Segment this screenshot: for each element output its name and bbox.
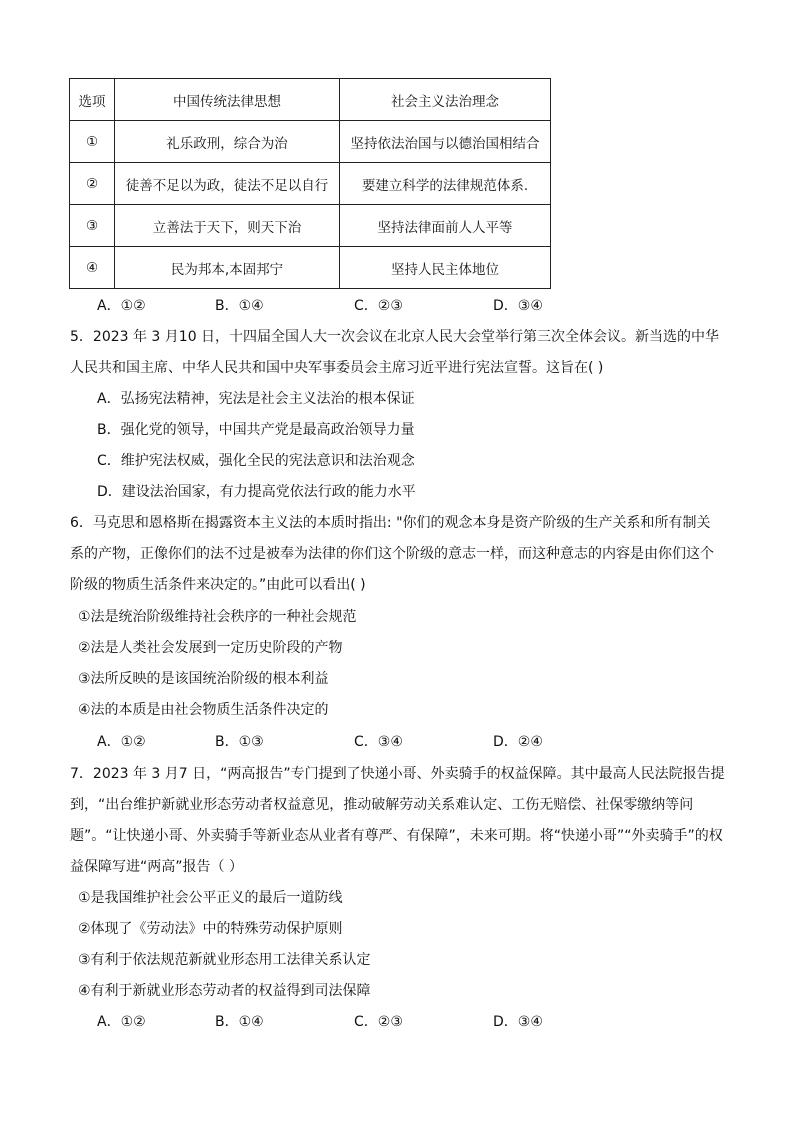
option-a[interactable]: A．①②	[97, 298, 146, 314]
q7-item: ②体现了《劳动法》中的特殊劳动保护原则	[78, 921, 343, 937]
table-cell-marker: ④	[70, 247, 115, 289]
comparison-table	[69, 78, 551, 289]
q6-stem-line: 阶级的物质生活条件来决定的。”由此可以看出( )	[70, 577, 366, 593]
option-b[interactable]: B．①③	[215, 734, 264, 750]
option-c[interactable]: C．②③	[354, 298, 403, 314]
q7-item: ④有利于新就业形态劳动者的权益得到司法保障	[78, 983, 371, 999]
header-cell-option: 选项	[70, 79, 115, 121]
option-a[interactable]: A．①②	[97, 734, 146, 750]
option-d[interactable]: D．③④	[493, 1014, 543, 1030]
table-header-row	[70, 79, 551, 121]
table-cell: 坚持法律面前人人平等	[340, 205, 551, 247]
q5-option-b[interactable]: B．强化党的领导，中国共产党是最高政治领导力量	[97, 422, 415, 438]
q7-item: ①是我国维护社会公平正义的最后一道防线	[78, 890, 343, 906]
option-b[interactable]: B．①④	[215, 298, 264, 314]
table-row	[70, 247, 551, 289]
option-d[interactable]: D．③④	[493, 298, 543, 314]
table-cell-marker: ①	[70, 121, 115, 163]
option-d[interactable]: D．②④	[493, 734, 543, 750]
header-cell-socialist: 社会主义法治理念	[340, 79, 551, 121]
q5-option-a[interactable]: A．弘扬宪法精神，宪法是社会主义法治的根本保证	[97, 391, 415, 407]
table-cell: 坚持人民主体地位	[340, 247, 551, 289]
q7-stem-line: 7．2023 年 3 月7 日，“两高报告”专门提到了快递小哥、外卖骑手的权益保障。其中最高人民法院报告提	[70, 766, 725, 782]
table-cell-marker: ③	[70, 205, 115, 247]
q7-stem-line: 益保障写进“两高”报告（ ）	[70, 859, 243, 875]
q7-stem-line: 题”。“让快递小哥、外卖骑手等新业态从业者有尊严、有保障”，未来可期。将“快递小哥”“外卖骑手”的权	[70, 828, 723, 844]
q5-option-c[interactable]: C．维护宪法权威，强化全民的宪法意识和法治观念	[97, 453, 415, 469]
q6-item: ②法是人类社会发展到一定历史阶段的产物	[78, 640, 343, 656]
q5-stem-line: 5．2023 年 3 月10 日，十四届全国人大一次会议在北京人民大会堂举行第三次全体会议。新当选的中华	[70, 329, 720, 345]
table-row	[70, 205, 551, 247]
table-cell: 要建立科学的法律规范体系.	[340, 163, 551, 205]
table-cell: 民为邦本,本固邦宁	[115, 247, 340, 289]
q6-item: ①法是统治阶级维持社会秩序的一种社会规范	[78, 609, 357, 625]
table-row	[70, 163, 551, 205]
table-cell: 坚持依法治国与以德治国相结合	[340, 121, 551, 163]
table-cell: 立善法于天下，则天下治	[115, 205, 340, 247]
option-a[interactable]: A．①②	[97, 1014, 146, 1030]
table-row	[70, 121, 551, 163]
option-c[interactable]: C．③④	[354, 734, 403, 750]
option-b[interactable]: B．①④	[215, 1014, 264, 1030]
q6-stem-line: 6．马克思和恩格斯在揭露资本主义法的本质时指出: "你们的观念本身是资产阶级的生产关系和所有制关	[70, 515, 711, 531]
q6-item: ③法所反映的是该国统治阶级的根本利益	[78, 671, 329, 687]
option-c[interactable]: C．②③	[354, 1014, 403, 1030]
q6-stem-line: 系的产物，正像你们的法不过是被奉为法律的你们这个阶级的意志一样，而这种意志的内容是由你们这个	[70, 546, 714, 562]
header-cell-traditional: 中国传统法律思想	[115, 79, 340, 121]
q5-option-d[interactable]: D．建设法治国家，有力提高党依法行政的能力水平	[97, 484, 416, 500]
q7-item: ③有利于依法规范新就业形态用工法律关系认定	[78, 952, 371, 968]
table-cell: 徒善不足以为政，徒法不足以自行	[115, 163, 340, 205]
table-cell-marker: ②	[70, 163, 115, 205]
table-cell: 礼乐政刑，综合为治	[115, 121, 340, 163]
q5-stem-line: 人民共和国主席、中华人民共和国中央军事委员会主席习近平进行宪法宣誓。这旨在( )	[70, 360, 604, 376]
q7-stem-line: 到，“出台维护新就业形态劳动者权益意见，推动破解劳动关系难认定、工伤无赔偿、社保零缴纳等问	[70, 797, 694, 813]
q6-item: ④法的本质是由社会物质生活条件决定的	[78, 702, 329, 718]
